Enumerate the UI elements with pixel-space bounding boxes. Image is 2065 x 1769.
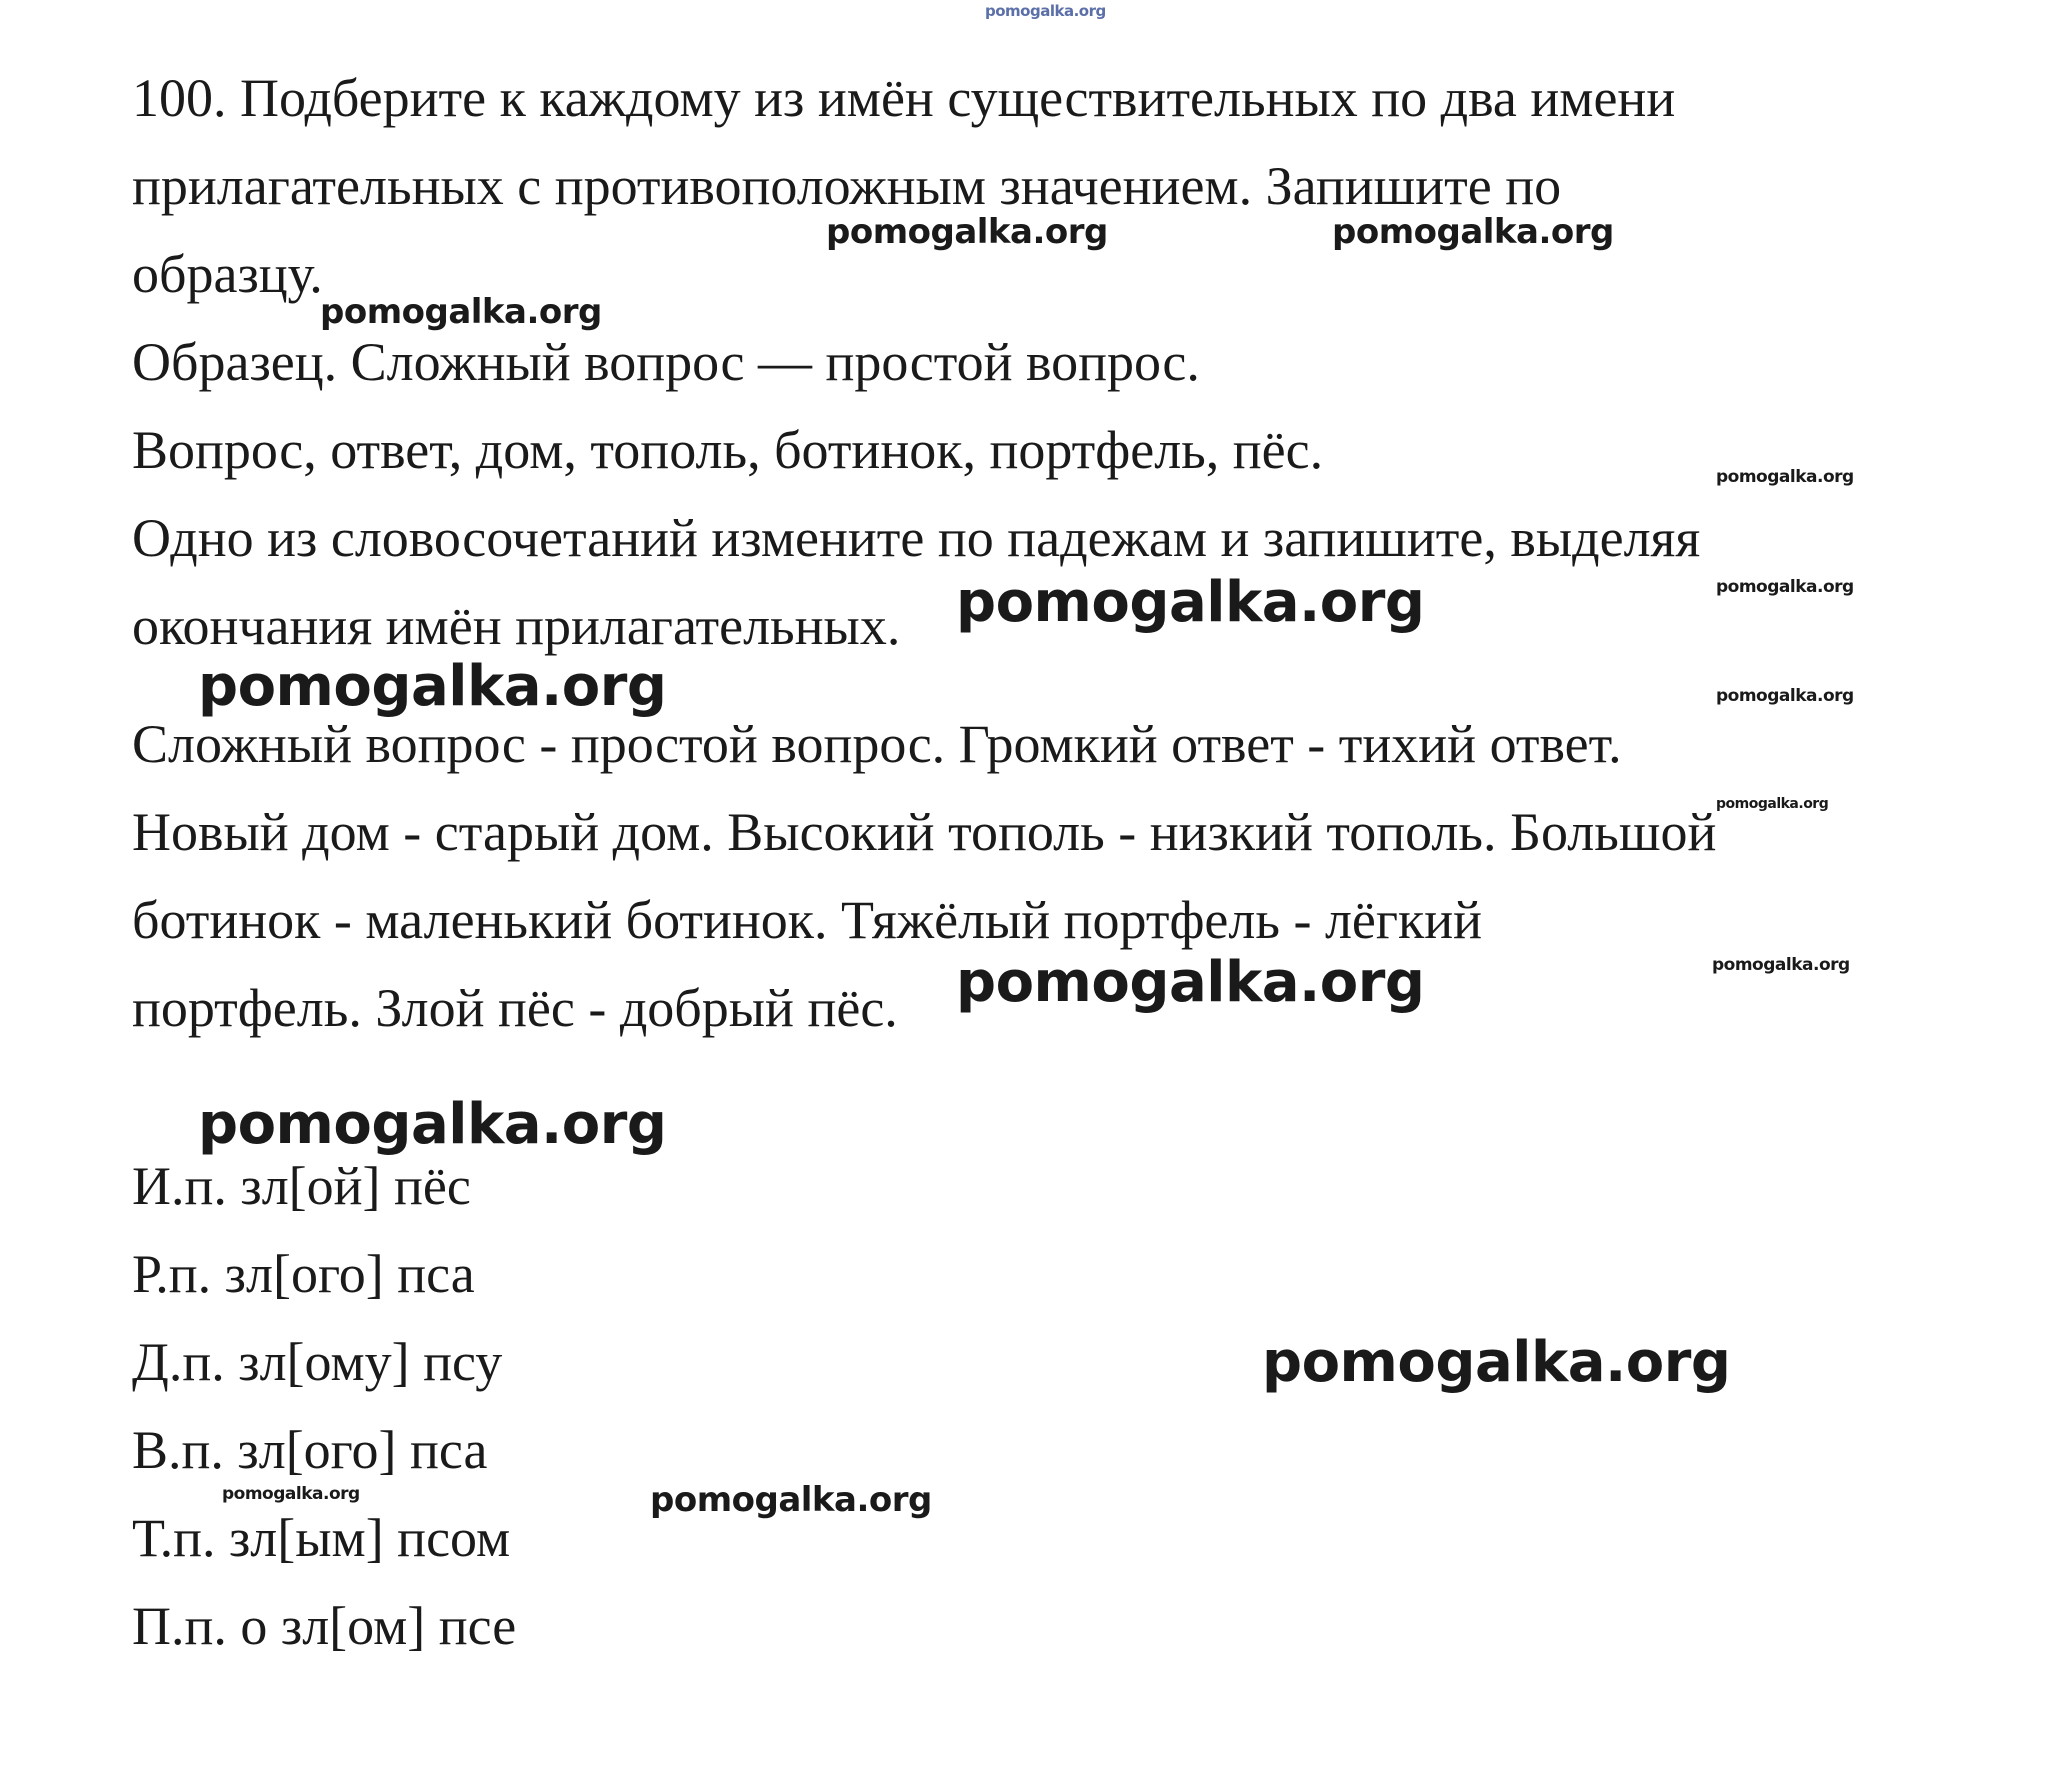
sample-line: Образец. Сложный вопрос — простой вопрос. <box>132 332 1200 392</box>
watermark: pomogalka.org <box>222 1484 360 1504</box>
task-line-1: 100. Подберите к каждому из имён существительных по два имени <box>132 68 1676 128</box>
watermark: pomogalka.org <box>985 2 1106 20</box>
watermark: pomogalka.org <box>1716 796 1829 812</box>
declension-row-instrumental: Т.п. зл[ым] псом <box>132 1508 511 1568</box>
declension-row-genitive: Р.п. зл[ого] пса <box>132 1244 475 1304</box>
answer-line-3: ботинок - маленький ботинок. Тяжёлый портфель - лёгкий <box>132 890 1483 950</box>
watermark: pomogalka.org <box>1332 212 1614 252</box>
answer-line-2: Новый дом - старый дом. Высокий тополь - низкий тополь. Большой <box>132 802 1717 862</box>
word-list-line: Вопрос, ответ, дом, тополь, ботинок, портфель, пёс. <box>132 420 1324 480</box>
declension-row-prepositional: П.п. о зл[ом] псе <box>132 1596 517 1656</box>
task-line-7: окончания имён прилагательных. <box>132 596 901 656</box>
declension-row-accusative: В.п. зл[ого] пса <box>132 1420 488 1480</box>
watermark: pomogalka.org <box>320 292 602 332</box>
answer-line-4: портфель. Злой пёс - добрый пёс. <box>132 978 898 1038</box>
task-line-3: образцу. <box>132 244 323 304</box>
watermark: pomogalka.org <box>956 950 1425 1015</box>
task-line-6: Одно из словосочетаний измените по падежам и запишите, выделяя <box>132 508 1701 568</box>
watermark: pomogalka.org <box>956 570 1425 635</box>
watermark: pomogalka.org <box>1262 1330 1731 1395</box>
answer-line-1: Сложный вопрос - простой вопрос. Громкий ответ - тихий ответ. <box>132 714 1622 774</box>
watermark: pomogalka.org <box>198 1092 667 1157</box>
watermark: pomogalka.org <box>1712 955 1850 975</box>
declension-row-dative: Д.п. зл[ому] псу <box>132 1332 503 1392</box>
watermark: pomogalka.org <box>826 212 1108 252</box>
watermark: pomogalka.org <box>650 1480 932 1520</box>
declension-row-nominative: И.п. зл[ой] пёс <box>132 1156 471 1216</box>
watermark: pomogalka.org <box>1716 577 1854 597</box>
watermark: pomogalka.org <box>198 654 667 719</box>
task-line-2: прилагательных с противоположным значением. Запишите по <box>132 156 1562 216</box>
watermark: pomogalka.org <box>1716 686 1854 706</box>
watermark: pomogalka.org <box>1716 467 1854 487</box>
